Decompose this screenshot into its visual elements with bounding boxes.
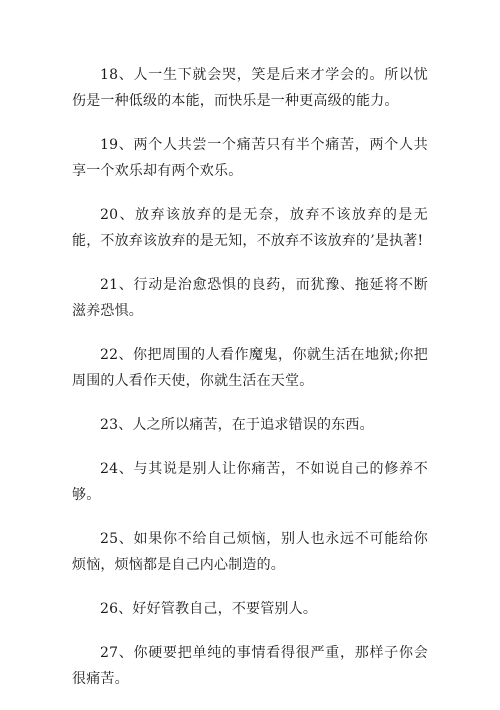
- paragraph-20: 20、放弃该放弃的是无奈，放弃不该放弃的是无能，不放弃该放弃的是无知，不放弃不该放弃的’是执著!: [72, 207, 428, 249]
- paragraph-22: 22、你把周围的人看作魔鬼，你就生活在地狱;你把周围的人看作天使，你就生活在天堂。: [72, 347, 428, 389]
- paragraph-23: 23、人之所以痛苦，在于追求错误的东西。: [100, 417, 374, 433]
- paragraph-21: 21、行动是治愈恐惧的良药，而犹豫、拖延将不断滋养恐惧。: [72, 277, 428, 319]
- paragraph-27: 27、你硬要把单纯的事情看得很严重，那样子你会很痛苦。: [72, 645, 428, 687]
- paragraph-18: 18、人一生下就会哭，笑是后来才学会的。所以忧伤是一种低级的本能，而快乐是一种更高级的能力。: [72, 67, 428, 109]
- paragraph-25: 25、如果你不给自己烦恼，别人也永远不可能给你烦恼，烦恼都是自己内心制造的。: [72, 531, 428, 573]
- paragraph-26: 26、好好管教自己，不要管别人。: [100, 601, 318, 617]
- paragraph-19: 19、两个人共尝一个痛苦只有半个痛苦，两个人共享一个欢乐却有两个欢乐。: [72, 137, 428, 179]
- document-body: [72, 62, 428, 710]
- paragraph-24: 24、与其说是别人让你痛苦，不如说自己的修养不够。: [72, 461, 428, 503]
